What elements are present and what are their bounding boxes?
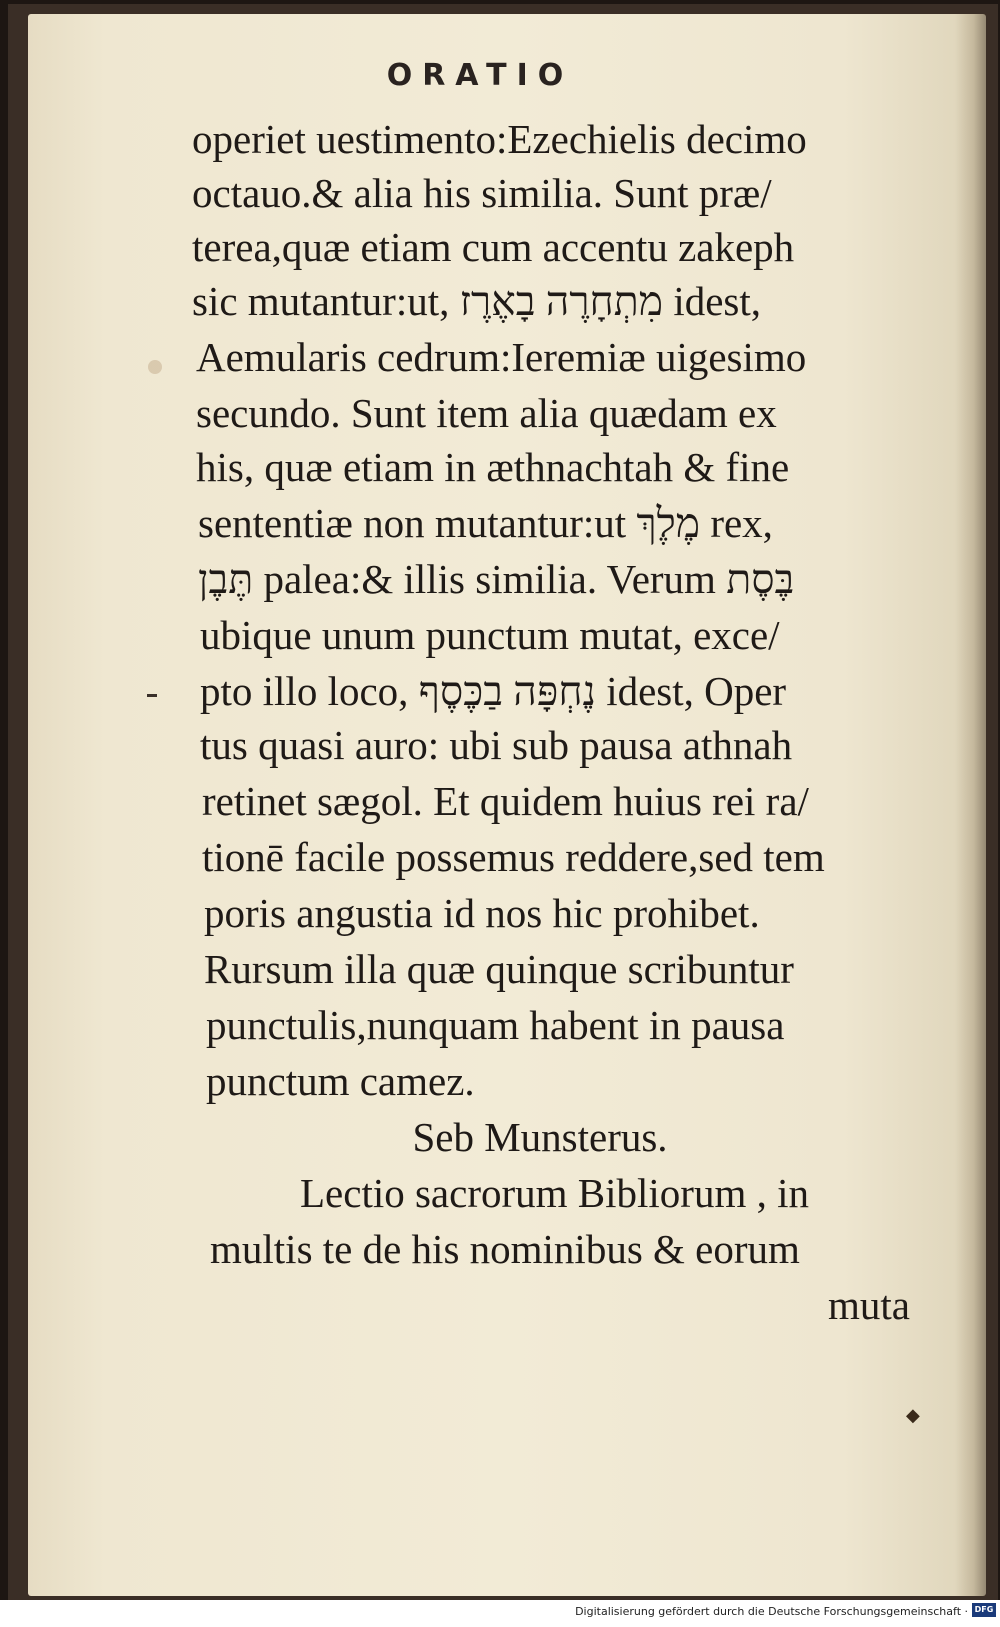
text-line: tus quasi auro: ubi sub pausa athnah bbox=[200, 722, 793, 768]
foxing-spot bbox=[148, 360, 162, 374]
text-line: his, quæ etiam in æthnachtah & fine bbox=[196, 444, 790, 490]
dfg-logo: DFG bbox=[972, 1603, 996, 1617]
signature: Seb Munsterus. bbox=[412, 1114, 668, 1160]
text-line: תֶּבֶן palea:& illis similia. Verum בֶּסֶת bbox=[198, 556, 795, 602]
text-line: punctum camez. bbox=[206, 1058, 475, 1104]
text-line: retinet sægol. Et quidem huius rei ra/ bbox=[202, 778, 809, 824]
page-gutter-shadow bbox=[955, 14, 986, 1596]
text-line: sic mutantur:ut, מִתְחָרֶה בָאֶרֶז idest, bbox=[192, 278, 762, 324]
digitization-credit: Digitalisierung gefördert durch die Deutsche Forschungsgemeinschaft · bbox=[575, 1605, 968, 1618]
ink-mark: ◆ bbox=[906, 1405, 920, 1426]
margin-mark bbox=[147, 694, 157, 697]
text-line: terea,quæ etiam cum accentu zakeph bbox=[192, 224, 795, 270]
text-line: operiet uestimento:Ezechielis decimo bbox=[192, 116, 807, 162]
closing-line: Lectio sacrorum Bibliorum , in bbox=[300, 1170, 809, 1216]
text-line: punctulis,nunquam habent in pausa bbox=[206, 1002, 785, 1048]
page-header: ORATIO bbox=[386, 58, 574, 93]
text-line: sententiæ non mutantur:ut מֶלֶךְ rex, bbox=[198, 500, 773, 546]
text-line: ubique unum punctum mutat, exce/ bbox=[200, 612, 780, 658]
text-line: pto illo loco, נֶחְפָּה בַכֶּסֶף idest, Oper bbox=[200, 668, 787, 714]
text-line: poris angustia id nos hic prohibet. bbox=[204, 890, 760, 936]
text-line: Aemularis cedrum:Ieremiæ uigesimo bbox=[196, 334, 807, 380]
catchword: muta bbox=[828, 1282, 910, 1328]
text-line: secundo. Sunt item alia quædam ex bbox=[196, 390, 777, 436]
text-line: octauo.& alia his similia. Sunt præ/ bbox=[192, 170, 772, 216]
text-line: Rursum illa quæ quinque scribuntur bbox=[204, 946, 794, 992]
closing-line: multis te de his nominibus & eorum bbox=[210, 1226, 800, 1272]
text-line: tionē facile possemus reddere,sed tem bbox=[202, 834, 825, 880]
